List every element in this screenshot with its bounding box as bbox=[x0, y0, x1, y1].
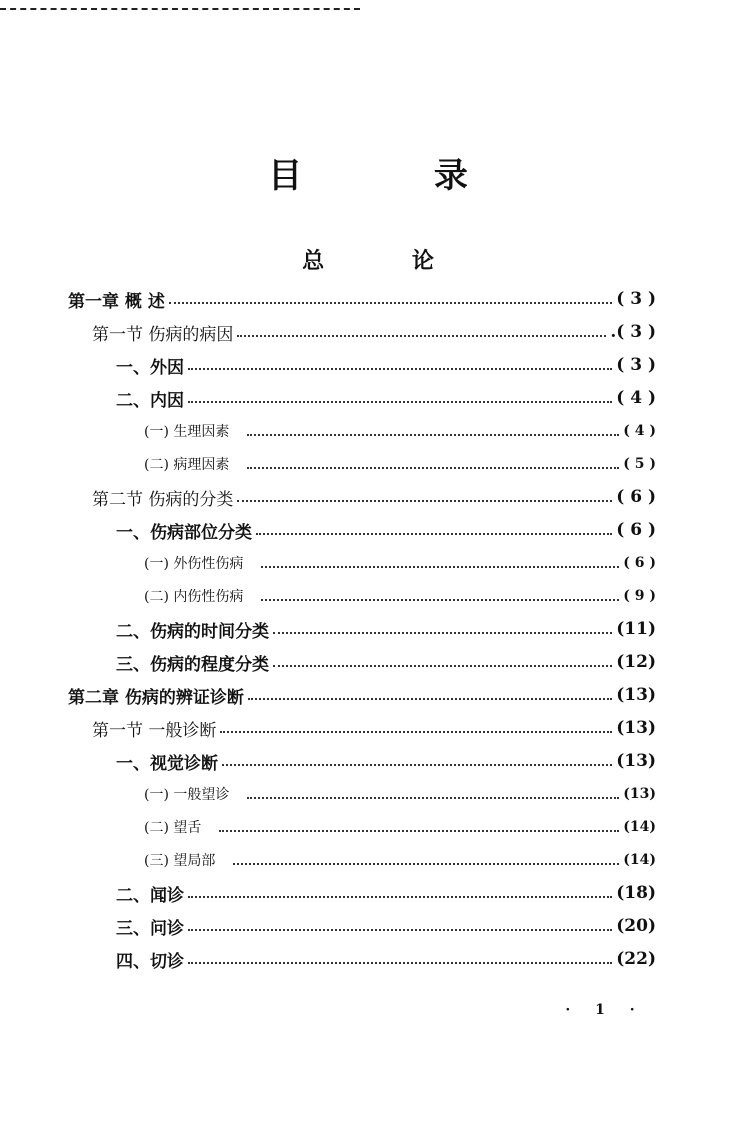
dot-leader bbox=[237, 333, 606, 337]
toc-entry-label: 一、外因 bbox=[116, 357, 184, 378]
toc-entry-label: (一) 外伤性伤病 bbox=[144, 556, 244, 572]
toc-entry-page: (20) bbox=[616, 916, 656, 936]
toc-entry-label: 三、伤病的程度分类 bbox=[116, 654, 269, 675]
toc-entry-subitem[interactable] bbox=[144, 780, 656, 808]
toc-entry-item[interactable] bbox=[116, 384, 656, 412]
dot-leader bbox=[261, 597, 619, 601]
toc-entry-item[interactable] bbox=[116, 351, 656, 379]
dot-leader bbox=[247, 465, 619, 469]
toc-entry-page: .( 3 ) bbox=[610, 322, 656, 342]
dot-leader bbox=[256, 531, 612, 535]
toc-entry-item[interactable] bbox=[116, 747, 656, 775]
toc-entry-page: ( 5 ) bbox=[623, 456, 656, 472]
dot-leader bbox=[261, 564, 619, 568]
toc-entry-page: ( 4 ) bbox=[623, 423, 656, 439]
toc-entry-chapter-2[interactable] bbox=[68, 681, 656, 709]
toc-entry-page: ( 6 ) bbox=[616, 487, 656, 507]
toc-entry-label: 一、视觉诊断 bbox=[116, 753, 218, 774]
toc-entry-label: (二) 望舌 bbox=[144, 820, 202, 836]
toc-entry-page: (14) bbox=[623, 819, 656, 835]
toc-entry-label: 一、伤病部位分类 bbox=[116, 522, 252, 543]
toc-entry-item[interactable] bbox=[116, 516, 656, 544]
toc-entry-label: (二) 病理因素 bbox=[144, 457, 230, 473]
toc-entry-label: 三、问诊 bbox=[116, 918, 184, 939]
toc-entry-subitem[interactable] bbox=[144, 450, 656, 478]
dot-leader bbox=[273, 663, 612, 667]
page-title: 目 录 bbox=[268, 156, 528, 196]
dot-leader bbox=[220, 729, 612, 733]
dot-leader bbox=[188, 960, 612, 964]
toc-entry-label: 二、内因 bbox=[116, 390, 184, 411]
dot-leader bbox=[273, 630, 612, 634]
toc-entry-page: (13) bbox=[616, 751, 656, 771]
toc-entry-page: (18) bbox=[616, 883, 656, 903]
toc-entry-page: (13) bbox=[616, 718, 656, 738]
toc-entry-item[interactable] bbox=[116, 879, 656, 907]
dot-leader bbox=[188, 399, 612, 403]
top-dashed-rule bbox=[0, 0, 360, 10]
dot-leader bbox=[169, 300, 612, 304]
toc-entry-label: (一) 一般望诊 bbox=[144, 787, 230, 803]
toc-entry-label: 第一节 伤病的病因 bbox=[92, 324, 234, 345]
toc-entry-label: 第一节 一般诊断 bbox=[92, 720, 217, 741]
toc-entry-label: 二、闻诊 bbox=[116, 885, 184, 906]
toc-entry-page: ( 3 ) bbox=[616, 289, 656, 309]
toc-entry-item[interactable] bbox=[116, 912, 656, 940]
dot-leader bbox=[237, 498, 612, 502]
dot-leader bbox=[188, 894, 612, 898]
toc-entry-section[interactable] bbox=[92, 318, 656, 346]
toc-entry-item[interactable] bbox=[116, 615, 656, 643]
toc-entry-page: (12) bbox=[616, 652, 656, 672]
dot-leader bbox=[248, 696, 612, 700]
section-title: 总 论 bbox=[302, 248, 474, 274]
toc-entry-page: (13) bbox=[623, 786, 656, 802]
toc-entry-page: ( 9 ) bbox=[623, 588, 656, 604]
toc-entry-page: (14) bbox=[623, 852, 656, 868]
toc-entry-page: ( 4 ) bbox=[616, 388, 656, 408]
toc-entry-page: (11) bbox=[616, 619, 656, 639]
toc-entry-section[interactable] bbox=[92, 483, 656, 511]
toc-entry-label: (三) 望局部 bbox=[144, 853, 216, 869]
toc-entry-subitem[interactable] bbox=[144, 417, 656, 445]
toc-entry-subitem[interactable] bbox=[144, 549, 656, 577]
toc-entry-label: 第二节 伤病的分类 bbox=[92, 489, 234, 510]
toc-entry-label: 第一章 概 述 bbox=[68, 291, 165, 312]
dot-leader bbox=[188, 366, 612, 370]
toc-entry-label: (一) 生理因素 bbox=[144, 424, 230, 440]
toc-entry-chapter-1[interactable] bbox=[68, 285, 656, 313]
toc-entry-page: (22) bbox=[616, 949, 656, 969]
dot-leader bbox=[247, 432, 619, 436]
toc-entry-page: ( 3 ) bbox=[616, 355, 656, 375]
dot-leader bbox=[188, 927, 612, 931]
dot-leader bbox=[222, 762, 612, 766]
toc-entry-page: ( 6 ) bbox=[623, 555, 656, 571]
toc-entry-subitem[interactable] bbox=[144, 582, 656, 610]
toc-entry-subitem[interactable] bbox=[144, 813, 656, 841]
toc-entry-label: 二、伤病的时间分类 bbox=[116, 621, 269, 642]
toc-entry-subitem[interactable] bbox=[144, 846, 656, 874]
page-number: · 1 · bbox=[565, 1002, 645, 1018]
dot-leader bbox=[219, 828, 619, 832]
toc-entry-label: 四、切诊 bbox=[116, 951, 184, 972]
toc-entry-page: ( 6 ) bbox=[616, 520, 656, 540]
toc-entry-item[interactable] bbox=[116, 945, 656, 973]
dot-leader bbox=[233, 861, 619, 865]
toc-entry-page: (13) bbox=[616, 685, 656, 705]
toc-entry-section[interactable] bbox=[92, 714, 656, 742]
toc-entry-label: 第二章 伤病的辨证诊断 bbox=[68, 687, 244, 708]
toc-entry-label: (二) 内伤性伤病 bbox=[144, 589, 244, 605]
dot-leader bbox=[247, 795, 619, 799]
toc-entry-item[interactable] bbox=[116, 648, 656, 676]
